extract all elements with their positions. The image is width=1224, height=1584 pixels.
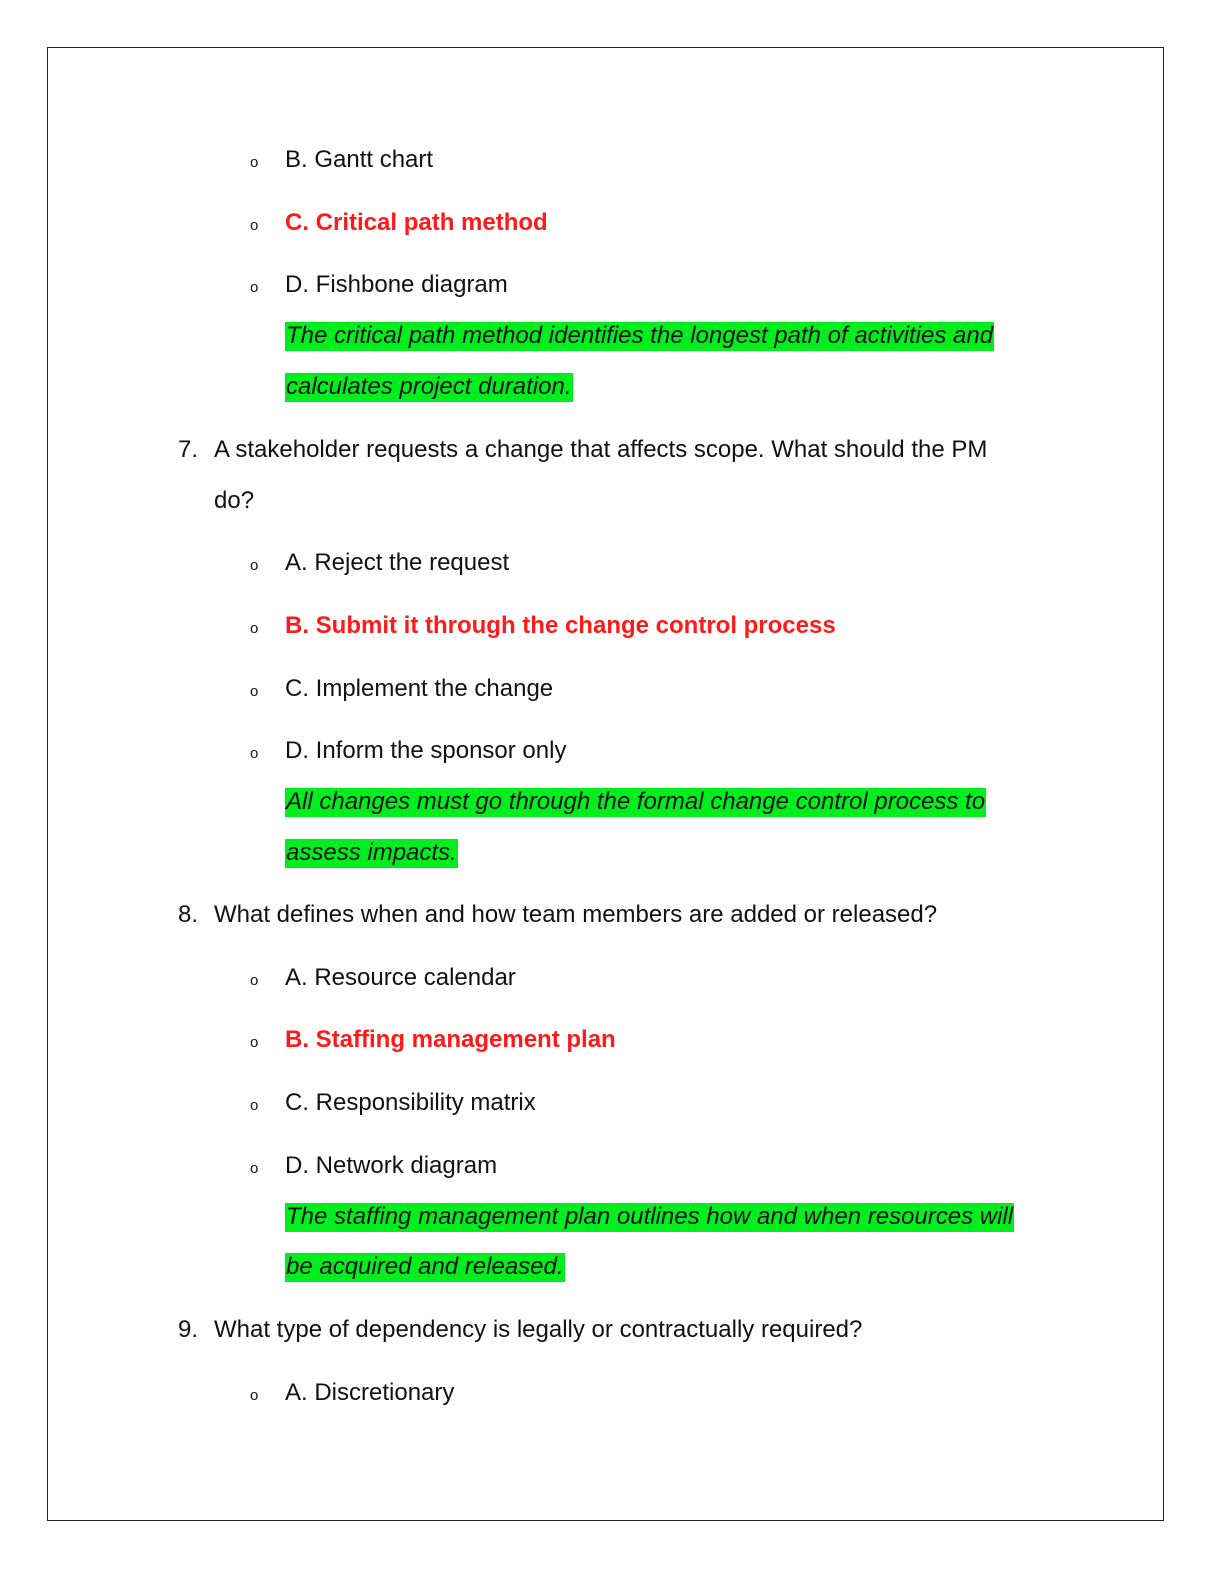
question-number: 9. <box>178 1316 199 1343</box>
bullet: o <box>250 972 259 989</box>
question-number: 8. <box>178 901 199 928</box>
option-d-network-diagram: D. Network diagram <box>285 1152 498 1179</box>
page-border <box>47 47 1164 1521</box>
bullet: o <box>250 1387 259 1404</box>
option-d-inform-sponsor: D. Inform the sponsor only <box>285 737 567 764</box>
explanation-q8-line2: be acquired and released. <box>286 1253 564 1280</box>
option-a-resource-calendar: A. Resource calendar <box>285 964 516 991</box>
bullet: o <box>250 620 259 637</box>
option-c-responsibility-matrix: C. Responsibility matrix <box>285 1089 536 1116</box>
option-b-correct-answer: B. Staffing management plan <box>285 1026 616 1053</box>
question-7-text-line1: A stakeholder requests a change that affects scope. What should the PM <box>214 436 988 463</box>
question-8-text: What defines when and how team members are added or released? <box>214 901 938 928</box>
option-b-gantt-chart: B. Gantt chart <box>285 146 434 173</box>
question-number: 7. <box>178 436 199 463</box>
option-a-reject-request: A. Reject the request <box>285 549 510 576</box>
explanation-q7-line1: All changes must go through the formal change control process to <box>286 788 986 815</box>
explanation-q7-line2: assess impacts. <box>286 839 457 866</box>
explanation-q8-line1: The staffing management plan outlines how and when resources will <box>286 1203 1014 1230</box>
bullet: o <box>250 745 259 762</box>
option-c-implement-change: C. Implement the change <box>285 675 554 702</box>
bullet: o <box>250 154 259 171</box>
option-b-correct-answer: B. Submit it through the change control process <box>285 612 836 639</box>
bullet: o <box>250 683 259 700</box>
bullet: o <box>250 557 259 574</box>
bullet: o <box>250 1097 259 1114</box>
bullet: o <box>250 1160 259 1177</box>
option-d-fishbone-diagram: D. Fishbone diagram <box>285 271 508 298</box>
question-7-text-line2: do? <box>214 487 255 514</box>
bullet: o <box>250 279 259 296</box>
option-c-correct-answer: C. Critical path method <box>285 209 548 236</box>
option-a-discretionary: A. Discretionary <box>285 1379 455 1406</box>
bullet: o <box>250 1034 259 1051</box>
explanation-q6-line2: calculates project duration. <box>286 373 572 400</box>
question-9-text: What type of dependency is legally or contractually required? <box>214 1316 863 1343</box>
bullet: o <box>250 217 259 234</box>
explanation-q6-line1: The critical path method identifies the longest path of activities and <box>286 322 994 349</box>
